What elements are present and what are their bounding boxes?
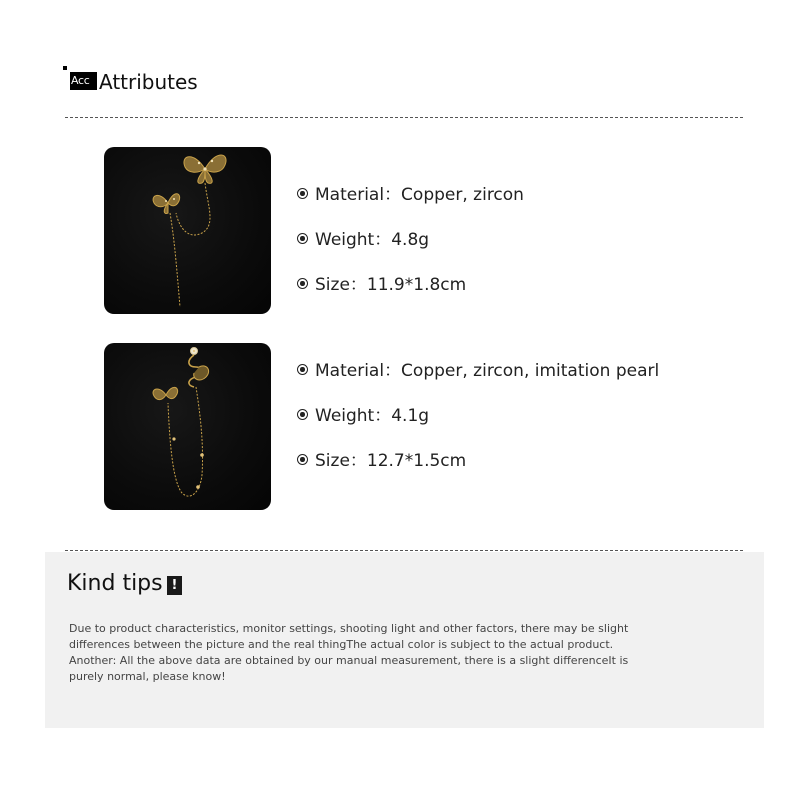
- exclamation-icon: !: [167, 576, 182, 595]
- divider-bottom: [65, 550, 743, 551]
- divider-top: [65, 117, 743, 118]
- section-title: Attributes: [99, 70, 198, 94]
- product-1-material: Material：Copper, zircon: [297, 184, 524, 206]
- product-2-material: Material：Copper, zircon, imitation pearl: [297, 360, 659, 382]
- product-2-weight: Weight：4.1g: [297, 405, 429, 427]
- product-image-2: [104, 343, 271, 510]
- bullet-icon: [297, 364, 308, 375]
- bullet-icon: [297, 454, 308, 465]
- tips-title: Kind tips: [67, 571, 163, 596]
- tips-line: purely normal, please know!: [69, 670, 226, 683]
- header-badge: Acc: [70, 72, 97, 90]
- tips-line: Another: All the above data are obtained by our manual measurement, there is a slight differenceIt is: [69, 654, 629, 667]
- product-image-1: [104, 147, 271, 314]
- tips-text: [69, 621, 649, 685]
- product-1-size: Size：11.9*1.8cm: [297, 274, 466, 296]
- tips-line: differences between the picture and the real thingThe actual color is subject to the actual product.: [69, 638, 614, 651]
- tips-line: Due to product characteristics, monitor settings, shooting light and other factors, there may be slight: [69, 622, 629, 635]
- product-1-weight: Weight：4.8g: [297, 229, 429, 251]
- bullet-icon: [297, 409, 308, 420]
- bullet-icon: [297, 278, 308, 289]
- header-dot: [63, 66, 67, 70]
- product-2-size: Size：12.7*1.5cm: [297, 450, 466, 472]
- bullet-icon: [297, 233, 308, 244]
- bullet-icon: [297, 188, 308, 199]
